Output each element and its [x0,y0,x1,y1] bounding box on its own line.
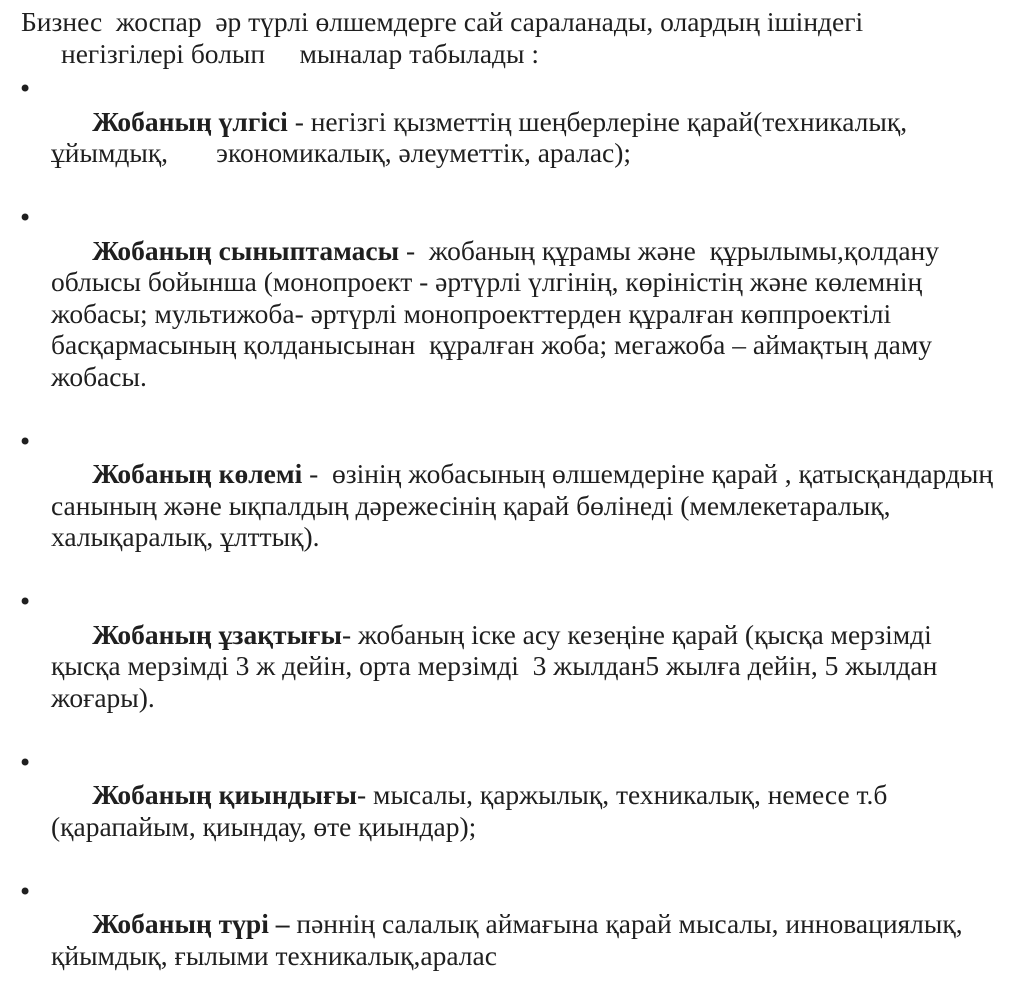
bullet-icon: • [18,748,33,777]
bullet-icon: • [18,204,33,232]
term: Жобаның үлгісі [92,105,288,137]
bullet-icon: • [18,588,33,616]
intro-line-2: негізгілері болып мыналар табылады : [61,38,540,69]
bullet-icon: • [18,427,33,456]
description: - жобаның құрамы және құрылымы,қолдану облысы бойынша (монопроект - әртүрлі үлгінің, көріністің және көлемнің жобасы; мультижоба- әртүрлі монопроекттерден құралған көппроектілі басқармасының қолданысынан құралған жоба; мегажоба – аймақтың даму жобасы. [51,234,946,392]
description: - өзінің жобасының өлшемдеріне қарай , қатысқандардың санының және ықпалдың дәрежесінің қарай бөлінеді (мемлекетаралық, халықаралық, ұлттық). [51,458,1000,552]
bullet-icon: • [18,877,33,906]
list-item-model [18,74,994,200]
term: Жобаның түрі – [92,908,290,939]
description: пәннің салалық аймағына қарай мысалы, инновациялық, қйымдық, ғылыми техникалық,аралас [51,908,970,971]
term: Жобаның қиындығы [92,779,358,810]
description: - негізгі қызметтің шеңберлеріне қарай(техникалық, ұйымдық, экономикалық, әлеуметтік, аралас); [51,105,914,168]
bullet-list [18,74,1000,1003]
bullet-icon: • [18,75,33,103]
list-item-duration [18,587,994,745]
list-item-type [18,877,994,1003]
intro-line-1: Бизнес жоспар әр түрлі өлшемдерге сай сараланады, олардың ішіндегі [21,6,864,37]
description: - жобаның іске асу кезеңіне қарай (қысқа мерзімді қысқа мерзімді 3 ж дейін, орта мерзімді 3 жылдан5 жылға дейін, 5 жылдан жоғары). [51,618,945,713]
term: Жобаның сыныптамасы [92,234,400,266]
list-item-classification [18,203,994,424]
term: Жобаның ұзақтығы [92,618,342,650]
term: Жобаның көлемі [92,458,303,489]
list-item-volume [18,427,1000,585]
intro-paragraph [18,6,994,70]
list-item-complexity [18,748,994,874]
description: - мысалы, қаржылық, техникалық, немесе т.б (қарапайым, қиындау, өте қиындар); [51,779,895,842]
